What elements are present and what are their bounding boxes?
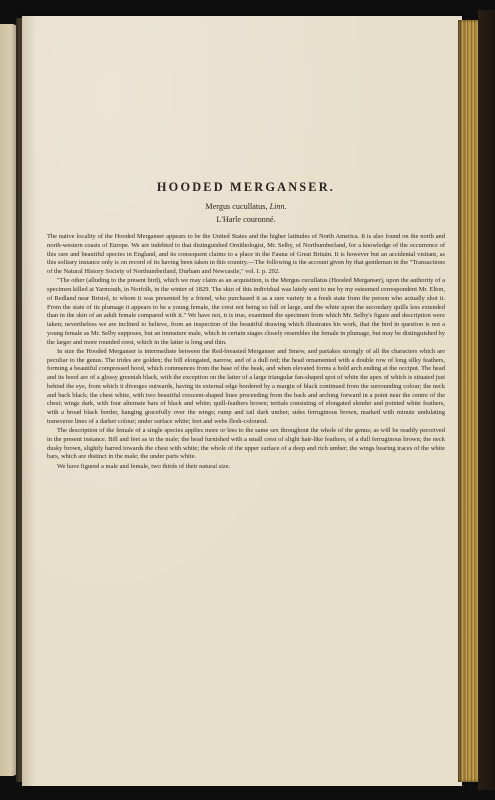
scientific-author: Linn.	[269, 202, 287, 211]
paragraph-3: In size the Hooded Merganser is intermediate between the Red-breasted Merganser and Smew, and partakes strongly of all the characters which are peculiar to the genus. The irides are golden; the bill elongated, narrow, and of a dull red; the head ornamented with a double row of long silky feathers, forming a beautiful compressed hood, which commences from the base of the beak, and when elevated forms a bold arch ending at the occiput. The head and its hood are of a glossy greenish black, with the exception on the latter of a large triangular fan-shaped spot of white the apex of which is situated just behind the eye, from which it diverges outwards, having its external edge bordered by a margin of black continued from the surrounding colour; the neck and back black; the chest white, with two beautiful crescent-shaped lines proceeding from the back and arching forward in a point near the centre of the chest; wings dark, with four alternate bars of black and white; quill-feathers brown; tertials consisting of elongated slender and pointed white feathers, with a broad black border, hanging gracefully over the wings; rump and tail dark umber; sides ferruginous brown, marked with minute undulating transverse lines of a darker colour; under surface white; feet and webs flesh-coloured.	[47, 347, 445, 425]
french-name: L'Harle couronné.	[216, 215, 276, 224]
book-cover-edge	[478, 10, 495, 790]
paragraph-1: The native locality of the Hooded Merganser appears to be the United States and the higher latitudes of North America. It is also found on the north and north-western coasts of Europe. We are indebted to that distinguished Ornithologist, Mr. Selby, of Northumberland, for a knowledge of the occurrence of this rare and beautiful species in England, and its consequent claims to a place in the Fauna of Great Britain. It is however but an accidental visitant, as this solitary instance only is on record of its having been taken in this country.—The following is the account given by that gentleman in the "Transactions of the Natural History Society of Northumberland, Durham and Newcastle," vol. I. p. 292.	[47, 233, 445, 275]
paragraph-4: The description of the female of a single species applies more or less to the same sex throughout the whole of the genus; as will be readily perceived in the present instance. Bill and feet as in the male; the head furnished with a small crest of slight hair-like feathers, of a dull ferruginous brown; the neck dusky brown, slightly barred towards the chest with white; the whole of the upper surface of a deep and rich umber; the wings bearing traces of the white bars, which are distinct in the male; the under parts white.	[47, 427, 445, 461]
page-title: HOODED MERGANSER.	[156, 180, 336, 194]
paragraph-2: "The other (alluding to the present bird), which we may claim as an acquisition, is the Mergus cucullatus (Hooded Merganser), upon the authority of a specimen killed at Yarmouth, in Norfolk, in the winter of 1829. The skin of this individual was lately sent to me by my esteemed correspondent Mr. Elton, of Redland near Bristol, to whom it was presented by a friend, who purchased it as a rare variety in a fresh state from the person who actually shot it. From the state of its plumage it appears to be a young female, the crest not being so full or large, and the white upon the secondary quills less extended than in the skin of an adult female compared with it." We have not, it is true, examined the specimen from which Mr. Selby's figure and description were taken; nevertheless we are inclined to believe, from an inspection of the beautiful drawing which illustrates his work, that the bird in question is not a young female as Mr. Selby supposes, but an immature male, which in certain stages closely resembles the female in plumage, but may be distinguished by the larger and more rounded crest, which in the latter is long and thin.	[47, 277, 445, 346]
page-text	[47, 180, 445, 471]
scientific-binomial: Mergus cucullatus,	[205, 202, 268, 211]
gilt-page-edges	[458, 20, 478, 782]
paragraph-5: We have figured a male and female, two thirds of their natural size.	[57, 462, 231, 470]
scientific-name	[47, 202, 445, 211]
